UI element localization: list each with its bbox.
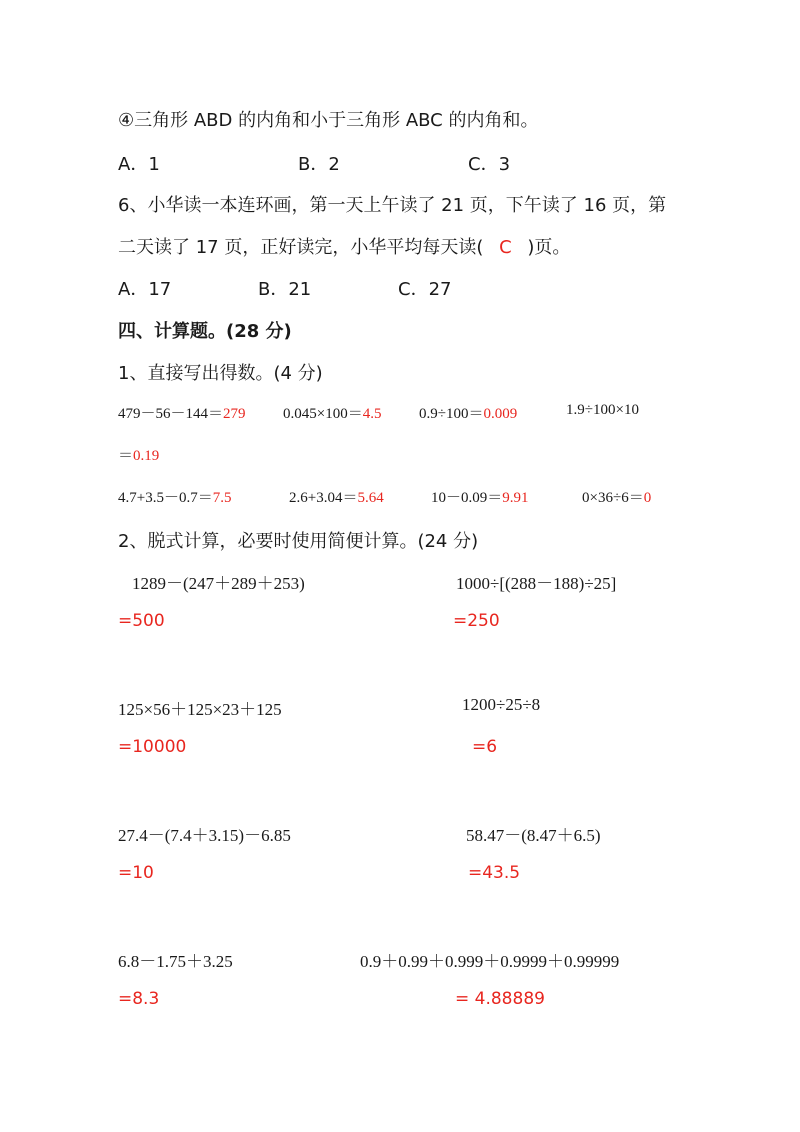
q5-option-b[interactable]: B．2	[298, 154, 340, 175]
step-calc-answer-7: =8.3	[118, 989, 160, 1009]
q6-option-c[interactable]: C．27	[398, 279, 452, 300]
oral-calc-6	[289, 486, 384, 507]
q6-option-a[interactable]: A．17	[118, 279, 172, 300]
section-title: 四、计算题。(28 分)	[118, 321, 292, 342]
step-calc-answer-4: =6	[472, 737, 498, 757]
step-calc-answer-8: = 4.88889	[455, 989, 545, 1009]
oral-calc-answer: 5.64	[357, 490, 384, 506]
q6-option-b[interactable]: B．21	[258, 279, 312, 300]
oral-calc-answer: 7.5	[212, 490, 232, 506]
oral-calc-1	[118, 402, 246, 423]
q6-line-2-before: 二天读了 17 页，正好读完，小华平均每天读(	[118, 237, 484, 258]
oral-calc-4	[566, 402, 639, 419]
step-calc-answer-5: =10	[118, 863, 154, 883]
oral-calc-expr: 4.7+3.5－0.7＝	[118, 490, 213, 506]
step-calc-answer-3: =10000	[118, 737, 187, 757]
step-calc-expr-4: 1200÷25÷8	[462, 695, 541, 714]
part1-title: 1、直接写出得数。(4 分)	[118, 363, 323, 384]
step-calc-answer-1: =500	[118, 611, 165, 631]
oral-calc-2	[283, 402, 381, 423]
oral-calc-answer: 0.009	[483, 406, 518, 422]
oral-calc-5	[118, 486, 231, 507]
oral-calc-expr: 10－0.09＝	[431, 490, 503, 506]
oral-calc-answer: 9.91	[502, 490, 529, 506]
oral-calc-8	[582, 486, 651, 507]
q6-line-2	[118, 233, 570, 259]
q5-statement-4: ④三角形 ABD 的内角和小于三角形 ABC 的内角和。	[118, 110, 539, 131]
q5-option-a[interactable]: A．1	[118, 154, 160, 175]
oral-calc-expr: ＝	[118, 448, 134, 464]
step-calc-expr-2: 1000÷[(288－188)÷25]	[456, 574, 617, 593]
q6-line-1: 6、小华读一本连环画，第一天上午读了 21 页，下午读了 16 页，第	[118, 195, 667, 216]
oral-calc-answer: 279	[223, 406, 246, 422]
oral-calc-answer: 4.5	[362, 406, 382, 422]
oral-calc-expr: 0.9÷100＝	[419, 406, 484, 422]
step-calc-answer-6: =43.5	[468, 863, 521, 883]
q5-option-c[interactable]: C．3	[468, 154, 511, 175]
q6-line-2-after: )页。	[527, 237, 571, 258]
oral-calc-expr: 0.045×100＝	[283, 406, 363, 422]
oral-calc-answer: 0	[643, 490, 652, 506]
oral-calc-expr: 0×36÷6＝	[582, 490, 644, 506]
step-calc-expr-6: 58.47－(8.47＋6.5)	[466, 826, 601, 845]
step-calc-expr-8: 0.9＋0.99＋0.999＋0.9999＋0.99999	[360, 952, 620, 971]
oral-calc-3	[419, 402, 517, 423]
step-calc-expr-7: 6.8－1.75＋3.25	[118, 952, 233, 971]
step-calc-expr-1: 1289－(247＋289＋253)	[132, 574, 305, 593]
step-calc-answer-2: =250	[453, 611, 500, 631]
oral-calc-expr: 479－56－144＝	[118, 406, 224, 422]
step-calc-expr-5: 27.4－(7.4＋3.15)－6.85	[118, 826, 291, 845]
part2-title: 2、脱式计算，必要时使用简便计算。(24 分)	[118, 531, 479, 552]
q6-answer: C	[499, 237, 512, 258]
oral-calc-answer: 0.19	[133, 448, 160, 464]
oral-calc-7	[431, 486, 529, 507]
oral-calc-expr: 1.9÷100×10	[566, 402, 639, 418]
oral-calc-expr: 2.6+3.04＝	[289, 490, 358, 506]
oral-calc-4-wrap	[118, 444, 159, 465]
step-calc-expr-3: 125×56＋125×23＋125	[118, 700, 282, 719]
